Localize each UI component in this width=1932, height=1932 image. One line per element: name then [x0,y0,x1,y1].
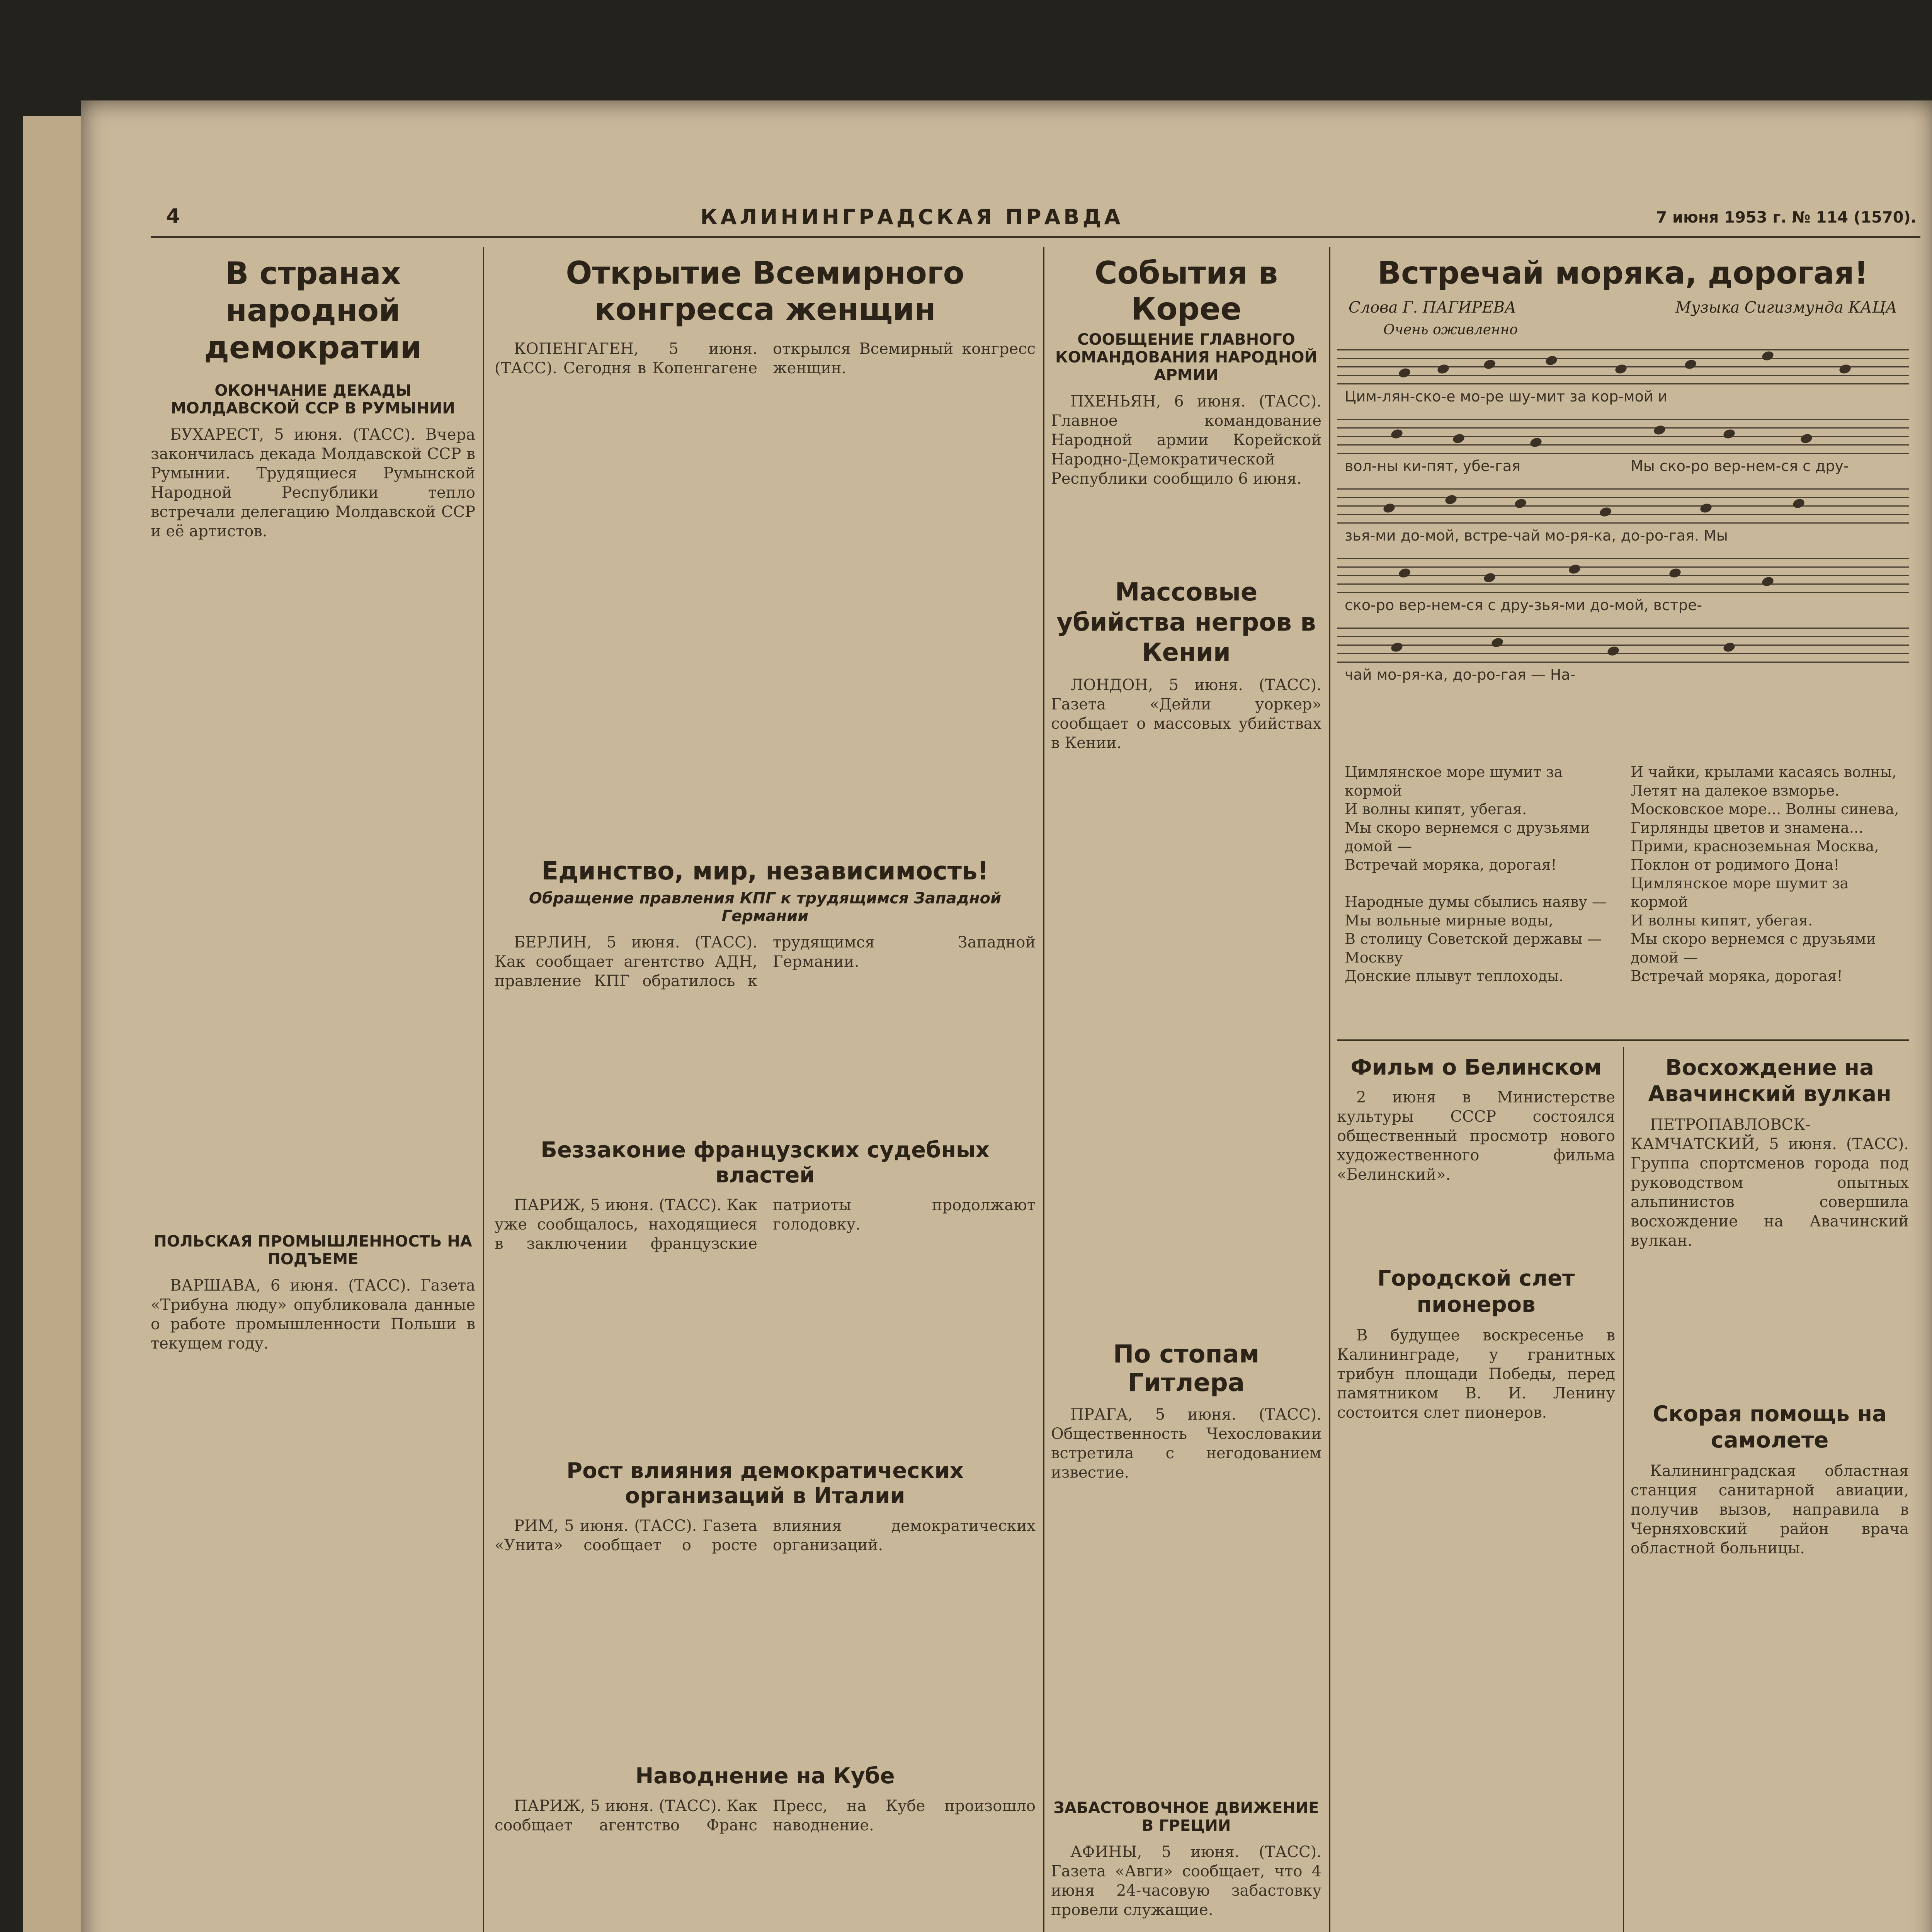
col2-text-italy: РИМ, 5 июня. (ТАСС). Газета «Унита» сообщает о росте влияния демократических организаций. [495,1517,1036,1554]
col2-article-france [495,1196,1036,1447]
col6-text-ambulance: Калининградская областная станция санитарной авиации, получив вызов, направила в Черняховский район врача областной больницы. [1631,1462,1909,1557]
col3-title-hitler: По стопам Гитлера [1113,1340,1260,1397]
col2-article-cuba [495,1796,1036,1835]
col1-article-poland [151,1276,475,1353]
sheet-music [1337,338,1909,763]
column-rule [483,247,484,1932]
col1-article-moldova [151,425,475,1217]
col5-title-pioneers: Городской слет пионеров [1377,1266,1575,1317]
column-rule [1623,1047,1624,1932]
column-people-democracies [151,247,475,1932]
song-lyric-line-4: зья-ми до-мой, встре-чай мо-ря-ка, до-ро-гая. Мы [1345,527,1728,544]
col3-subhead-korea: СООБЩЕНИЕ ГЛАВНОГО КОМАНДОВАНИЯ НАРОДНОЙ АРМИИ [1055,331,1318,384]
song-lyric-line-1: Цим-лян-ско-е мо-ре шу-мит за кор-мой и [1345,388,1668,405]
song-verses-right: И чайки, крылами касаясь волны, Летят на далекое взморье. Московское море... Волны синева, Гирлянды цветов и знамена... Прими, красноземьная Москва, Поклон от родимого Дона! Цимлянское море шумит за кормой И волны кипят, убегая. Мы скоро вернемся с друзьями домой — Встречай моряка, дорогая! [1631,764,1899,985]
col6-article-ambulance [1631,1461,1909,1558]
music-staff [1337,349,1909,384]
music-staff [1337,419,1909,454]
col3-text-korea: ПХЕНЬЯН, 6 июня. (ТАСС). Главное командование Народной армии Корейской Народно-Демократической Республики сообщило 6 июня. [1051,393,1321,488]
song-lyric-line-2: вол-ны ки-пят, убе-гая [1345,457,1521,474]
col2-article-italy [495,1516,1036,1756]
col2-text-cuba: ПАРИЖ, 5 июня. (ТАСС). Как сообщает агентство Франс Пресс, на Кубе произошло наводнение. [495,1797,1036,1834]
column-belinsky [1337,1047,1615,1932]
col2-title-congress: Открытие Всемирного конгресса женщин [566,255,964,327]
col6-title-ambulance: Скорая помощь на самолете [1653,1401,1887,1453]
song-lyric-line-5: ско-ро вер-нем-ся с дру-зья-ми до-мой, встре- [1345,597,1702,614]
col6-title-volcano: Восхождение на Авачинский вулкан [1648,1055,1891,1107]
col2-title-unity: Единство, мир, независимость! [541,857,989,886]
col3-text-kenya: ЛОНДОН, 5 июня. (ТАСС). Газета «Дейли уоркер» сообщает о массовых убийствах в Кении. [1051,676,1321,752]
col3-article-greece [1051,1842,1321,1920]
page-number [166,205,197,228]
issue-date [1472,209,1917,232]
col1-subhead-moldova: ОКОНЧАНИЕ ДЕКАДЫ МОЛДАВСКОЙ ССР В РУМЫНИИ [171,382,455,417]
previous-page-edge [23,116,81,1932]
column-korea [1051,247,1321,1932]
col5-article-belinsky [1337,1088,1615,1242]
col2-text-congress: КОПЕНГАГЕН, 5 июня. (ТАСС). Сегодня в Копенгагене открылся Всемирный конгресс женщин. [495,340,1036,377]
col2-text-unity: БЕРЛИН, 5 июня. (ТАСС). Как сообщает агентство АДН, правление КПГ обратилось к трудящимся Западной Германии. [495,934,1036,990]
col2-article-congress [495,339,1036,842]
column-rule [1043,247,1044,1932]
col2-article-unity [495,933,1036,1126]
col1-text-poland: ВАРШАВА, 6 июня. (ТАСС). Газета «Трибуна люду» опубликовала данные о работе промышленности Польши в текущем году. [151,1277,475,1352]
song-lyricist: Слова Г. ПАГИРЕВА [1349,299,1517,316]
col5-text-pioneers: В будущее воскресенье в Калининграде, у гранитных трибун площади Победы, перед памятником В. И. Ленину состоится слет пионеров. [1337,1327,1615,1422]
running-head [583,205,1240,228]
song-title: Встречай моряка, дорогая! [1377,255,1869,291]
music-staff [1337,488,1909,523]
running-head-title: КАЛИНИНГРАДСКАЯ ПРАВДА [700,205,1124,228]
col3-title-korea: События в Корее [1094,255,1278,327]
col3-text-greece: АФИНЫ, 5 июня. (ТАСС). Газета «Авги» сообщает, что 4 июня 24-часовую забастовку провели служащие. [1051,1843,1321,1919]
col2-text-france: ПАРИЖ, 5 июня. (ТАСС). Как уже сообщалось, находящиеся в заключении французские патриоты продолжают голодовку. [495,1196,1036,1253]
col2-subhead-kpg: Обращение правления КПГ к трудящимся Западной Германии [529,889,1002,925]
col2-title-italy: Рост влияния демократических организаций в Италии [566,1458,964,1509]
col3-article-kenya [1051,675,1321,1332]
song-verses-left: Цимлянское море шумит за кормой И волны кипят, убегая. Мы скоро вернемся с друзьями домой — Встречай моряка, дорогая! Народные думы сбылись наяву — Мы вольные мирные воды, В столицу Советской державы — Москву Донские плывут теплоходы. [1345,764,1607,985]
song-composer: Музыка Сигизмунда КАЦА [1675,299,1897,316]
col1-subhead-poland: ПОЛЬСКАЯ ПРОМЫШЛЕННОСТЬ НА ПОДЪЕМЕ [154,1233,472,1268]
col6-text-volcano: ПЕТРОПАВЛОВСК-КАМЧАТСКИЙ, 5 июня. (ТАСС). Группа спортсменов города под руководством опытных альпинистов совершила восхождение на Авачинский вулкан. [1631,1116,1909,1250]
column-volcano [1631,1047,1909,1932]
col5-text-belinsky: 2 июня в Министерстве культуры СССР состоялся общественный просмотр нового художественного фильма «Белинский». [1337,1088,1615,1184]
page-number-text: 4 [166,205,180,228]
song-rule [1337,1039,1909,1041]
col2-title-cuba: Наводнение на Кубе [635,1764,895,1789]
song-tempo: Очень оживленно [1383,322,1518,338]
issue-date-text: 7 июня 1953 г. № 114 (1570). [1656,209,1917,226]
col3-subhead-greece: ЗАБАСТОВОЧНОЕ ДВИЖЕНИЕ В ГРЕЦИИ [1053,1799,1319,1835]
col3-title-kenya: Массовые убийства негров в Кении [1056,578,1316,667]
col1-text-moldova: БУХАРЕСТ, 5 июня. (ТАСС). Вчера закончилась декада Молдавской ССР в Румынии. Трудящиеся Румынской Народной Республики тепло встречали делегацию Молдавской ССР и её артистов. [151,426,475,540]
column-congress [495,247,1036,1932]
col3-article-korea [1051,392,1321,570]
song-block [1337,247,1909,1036]
col3-article-hitler [1051,1405,1321,1791]
col5-article-pioneers [1337,1326,1615,1422]
masthead-rule [151,236,1920,238]
col2-title-france: Беззаконие французских судебных властей [541,1138,990,1188]
col1-title: В странах народной демократии [204,255,422,366]
song-verses [1337,763,1909,985]
col6-article-volcano [1631,1115,1909,1386]
music-staff [1337,558,1909,593]
col3-text-hitler: ПРАГА, 5 июня. (ТАСС). Общественность Чехословакии встретила с негодованием известие. [1051,1406,1321,1481]
song-lyric-line-3: Мы ско-ро вер-нем-ся с дру- [1631,457,1849,474]
music-staff [1337,628,1909,662]
col5-title-belinsky: Фильм о Белинском [1350,1055,1602,1080]
newspaper-page [81,100,1932,1932]
song-lyric-line-6: чай мо-ря-ка, до-ро-гая — На- [1345,666,1576,683]
column-rule [1329,247,1330,1932]
song-credits [1337,299,1909,322]
